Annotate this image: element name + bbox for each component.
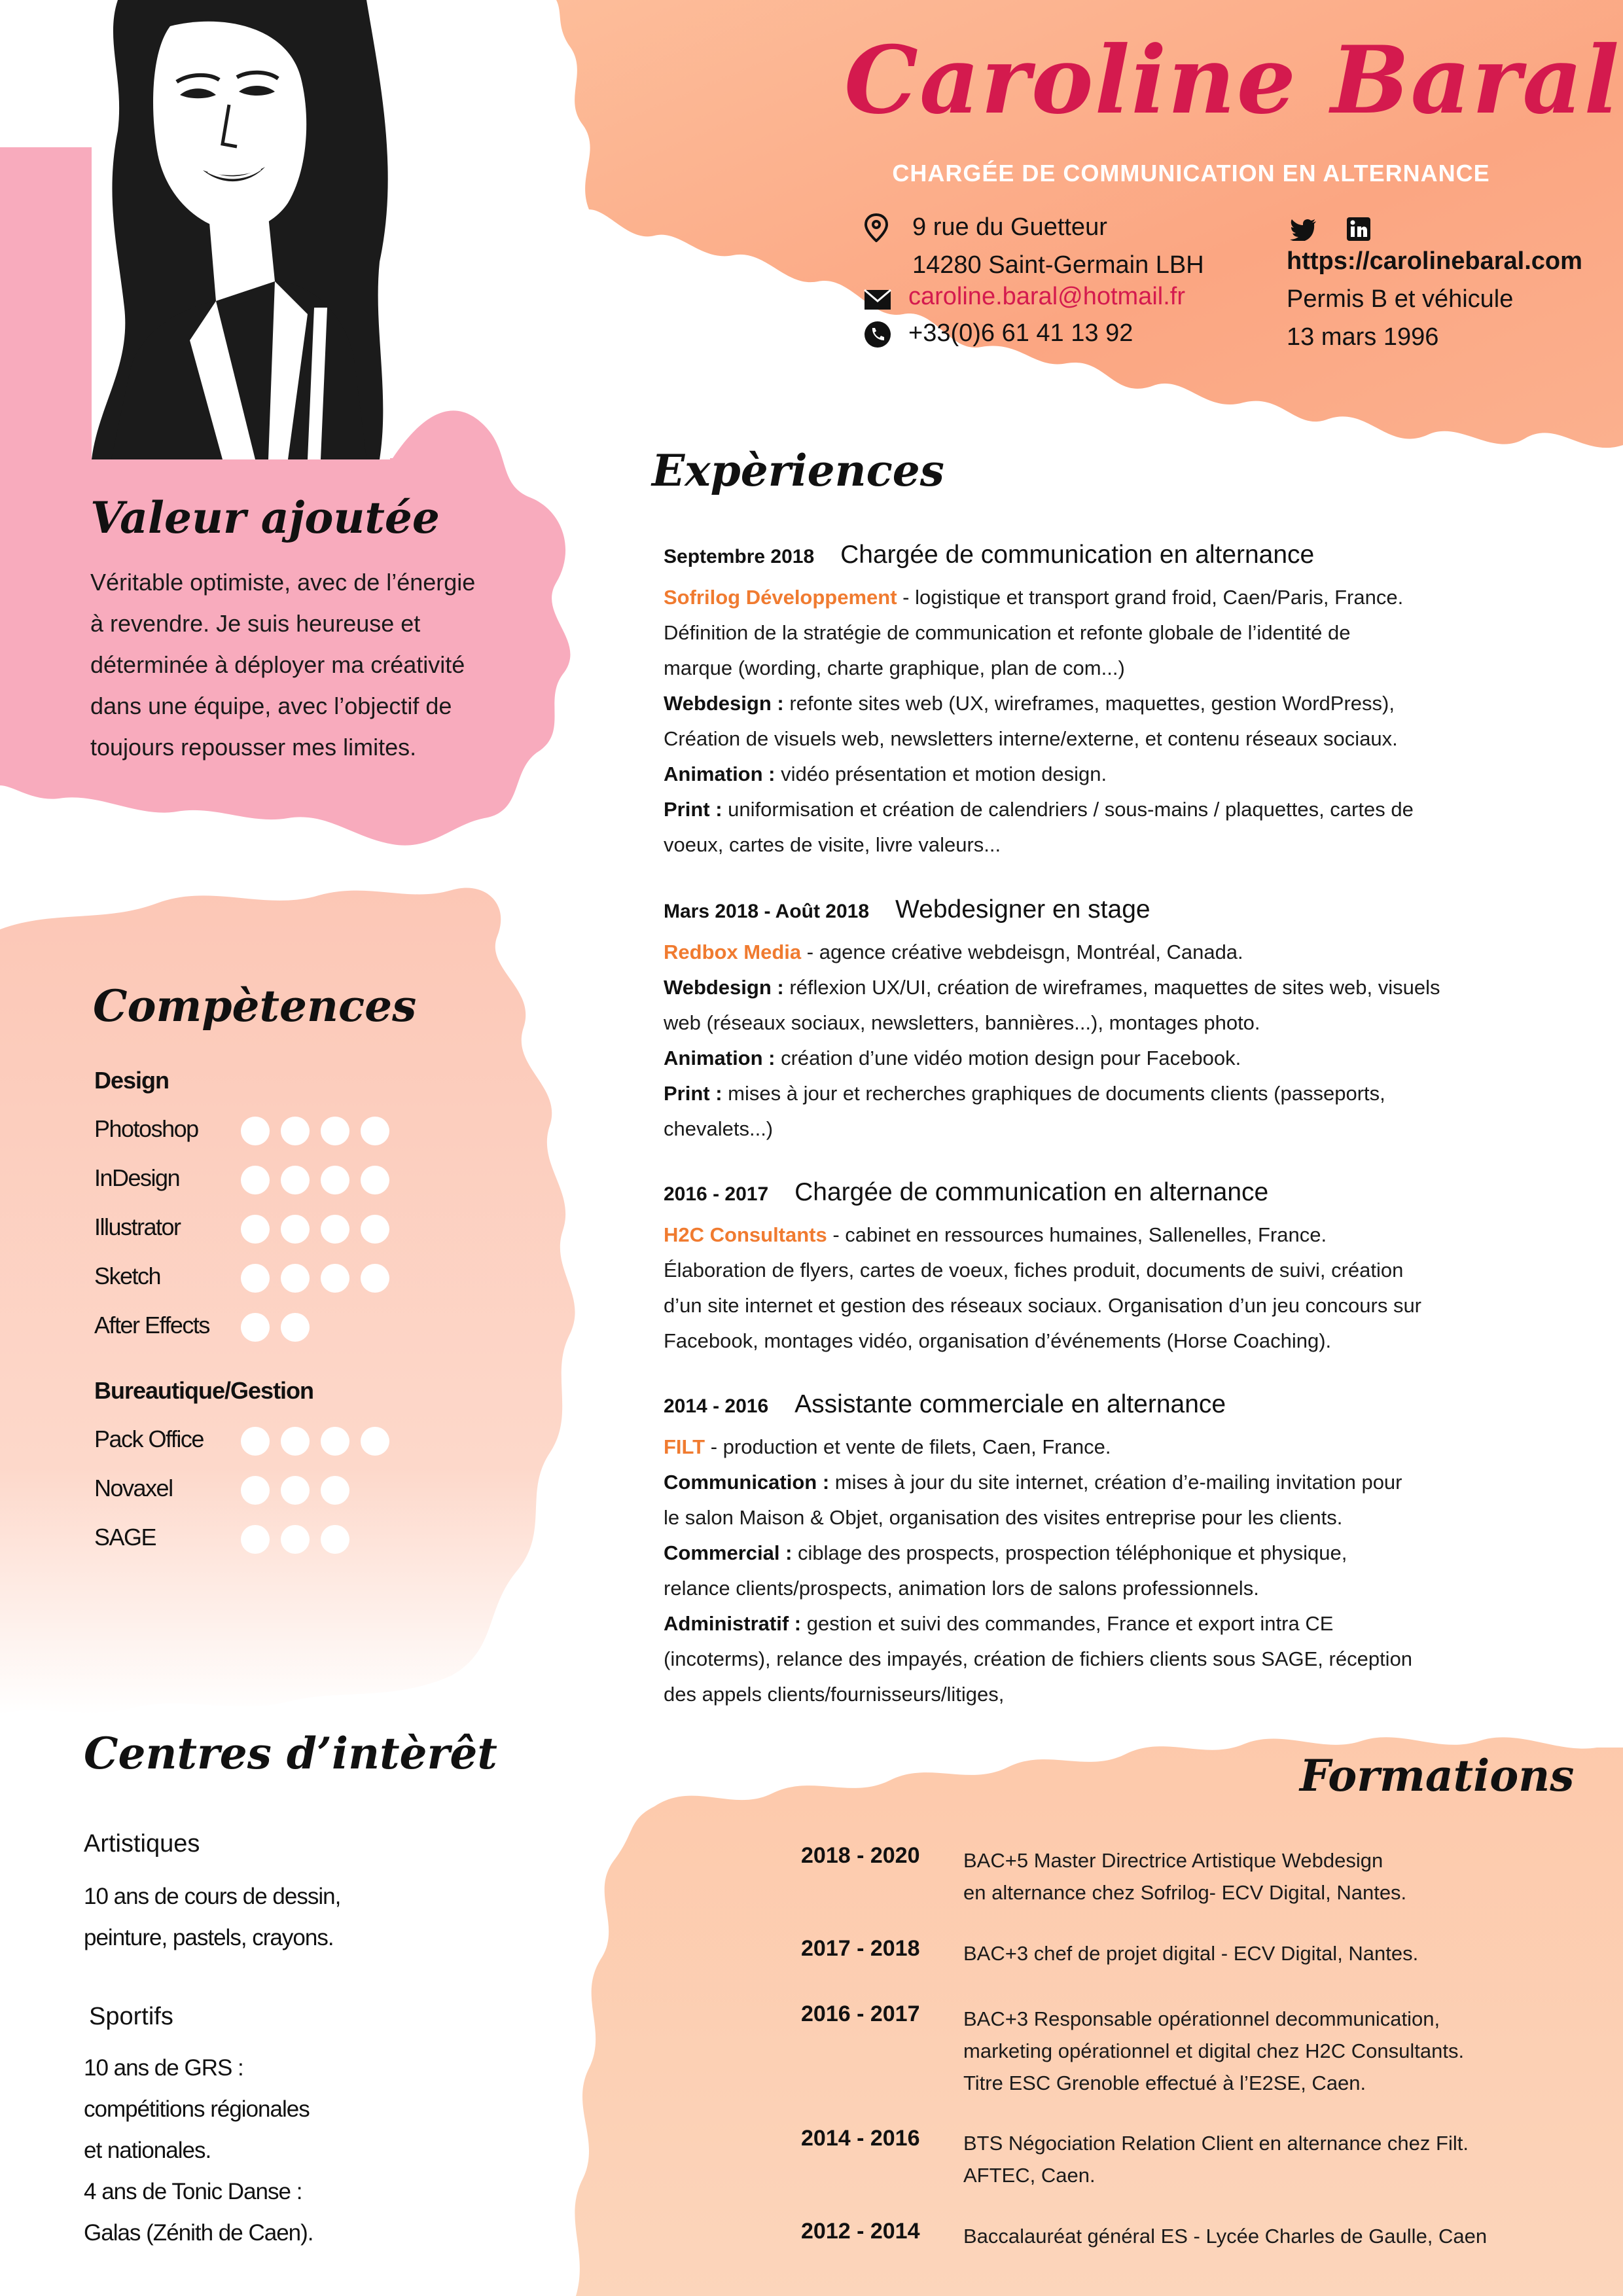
formation-description: [963, 1937, 1418, 1969]
experience-detail-line: [664, 721, 1501, 757]
skill-level-dot: [241, 1476, 270, 1505]
experience-detail-line: [664, 1606, 1501, 1641]
experience-detail-line: [664, 1323, 1501, 1359]
interests-sports-title: Sportifs: [89, 2003, 173, 2030]
skills-title: Compètences: [93, 980, 417, 1031]
experience-detail-text: web (réseaux sociaux, newsletters, bannières...), montages photo.: [664, 1011, 1260, 1034]
experience-detail-line: [664, 615, 1501, 651]
experience-item: [664, 1390, 1501, 1712]
formation-description: [963, 2003, 1464, 2099]
skill-level-dot: [241, 1427, 270, 1456]
experience-company-line: [664, 935, 1501, 970]
candidate-name: Caroline Baral: [844, 26, 1621, 135]
experience-detail-line: [664, 1005, 1501, 1041]
experience-detail-label: Print :: [664, 1082, 722, 1105]
about-line: déterminée à déployer ma créativité: [90, 651, 465, 678]
interest-line: compétitions régionales: [84, 2096, 310, 2122]
about-title: Valeur ajoutée: [90, 492, 440, 543]
experience-company-line: [664, 580, 1501, 615]
skill-name: Illustrator: [94, 1213, 181, 1240]
experience-detail-line: [664, 1111, 1501, 1147]
skill-level-dot: [241, 1264, 270, 1293]
skill-row: [94, 1257, 435, 1297]
experience-header: [664, 541, 1501, 580]
envelope-icon: [864, 289, 891, 310]
experience-header: [664, 1178, 1501, 1217]
formation-years: 2018 - 2020: [801, 1843, 920, 1868]
linkedin-icon[interactable]: [1347, 217, 1370, 241]
experience-date: 2016 - 2017: [664, 1183, 769, 1205]
experience-date: 2014 - 2016: [664, 1395, 769, 1417]
skill-row: [94, 1159, 435, 1198]
skill-name: InDesign: [94, 1164, 180, 1191]
experience-detail-text: création d’une vidéo motion design pour Facebook.: [775, 1047, 1241, 1069]
address-line-1: 9 rue du Guetteur: [912, 213, 1107, 241]
experience-detail-text: ciblage des prospects, prospection téléphonique et physique,: [792, 1541, 1347, 1564]
experience-detail-line: [664, 1041, 1501, 1076]
experience-detail-line: [664, 1571, 1501, 1606]
experience-detail-line: [664, 792, 1501, 827]
experience-company-desc: - agence créative webdeisgn, Montréal, Canada.: [801, 941, 1243, 963]
phone-number: +33(0)6 61 41 13 92: [908, 319, 1133, 347]
experience-header: [664, 1390, 1501, 1429]
interest-line: 10 ans de cours de dessin,: [84, 1884, 341, 1909]
experience-detail-text: Création de visuels web, newsletters interne/externe, et contenu réseaux sociaux.: [664, 727, 1398, 750]
interest-line: Galas (Zénith de Caen).: [84, 2220, 313, 2246]
skill-row: [94, 1208, 435, 1247]
formations-title: Formations: [1300, 1750, 1575, 1801]
skill-level-dot: [361, 1166, 389, 1194]
experience-detail-line: [664, 827, 1501, 863]
skill-level-dot: [321, 1525, 349, 1554]
interest-line: 4 ans de Tonic Danse :: [84, 2179, 302, 2204]
skill-level-dot: [281, 1476, 310, 1505]
formation-line: BAC+3 chef de projet digital - ECV Digital, Nantes.: [963, 1942, 1419, 1965]
experience-company: Redbox Media: [664, 941, 802, 963]
skill-level-dot: [281, 1117, 310, 1145]
experience-company-desc: - logistique et transport grand froid, Caen/Paris, France.: [897, 586, 1404, 609]
skill-level-dot: [361, 1427, 389, 1456]
twitter-icon[interactable]: [1289, 219, 1317, 241]
interests-title: Centres d’intèrêt: [84, 1728, 497, 1779]
location-pin-icon: [864, 213, 889, 242]
skill-level-dot: [321, 1117, 349, 1145]
experience-detail-text: Facebook, montages vidéo, organisation d’événements (Horse Coaching).: [664, 1329, 1332, 1352]
experience-detail-text: Élaboration de flyers, cartes de voeux, fiches produit, documents de suivi, création: [664, 1259, 1404, 1282]
experience-detail-line: [664, 1677, 1501, 1712]
experience-detail-text: mises à jour et recherches graphiques de documents clients (passeports,: [722, 1082, 1385, 1105]
experience-detail-text: marque (wording, charte graphique, plan de com...): [664, 656, 1125, 679]
interests-sports-text: [84, 2047, 313, 2253]
skill-row: [94, 1110, 435, 1149]
phone-icon: [864, 321, 891, 348]
skill-level-dot: [321, 1476, 349, 1505]
experience-detail-line: [664, 686, 1501, 721]
experience-detail-label: Communication :: [664, 1471, 830, 1494]
experience-detail-line: [664, 1076, 1501, 1111]
experience-detail-label: Webdesign :: [664, 976, 784, 999]
experience-detail-line: [664, 1253, 1501, 1288]
experience-company-desc: - production et vente de filets, Caen, France.: [705, 1435, 1111, 1458]
address-line-2: 14280 Saint-Germain LBH: [912, 251, 1204, 279]
skill-level-dot: [361, 1117, 389, 1145]
formation-years: 2012 - 2014: [801, 2219, 920, 2244]
experience-company: H2C Consultants: [664, 1223, 827, 1246]
skill-level-dot: [241, 1525, 270, 1554]
experience-detail-text: vidéo présentation et motion design.: [775, 762, 1107, 785]
experience-detail-label: Administratif :: [664, 1612, 802, 1635]
experience-detail-line: [664, 1465, 1501, 1500]
experience-detail-text: des appels clients/fournisseurs/litiges,: [664, 1683, 1005, 1706]
experience-detail-text: gestion et suivi des commandes, France et export intra CE: [801, 1612, 1334, 1635]
experience-role: Chargée de communication en alternance: [794, 1178, 1269, 1206]
formation-description: [963, 1844, 1406, 1909]
experience-header: [664, 895, 1501, 935]
skill-level-dot: [321, 1166, 349, 1194]
experience-detail-label: Animation :: [664, 1047, 776, 1069]
skill-level-dot: [281, 1264, 310, 1293]
experience-detail-text: voeux, cartes de visite, livre valeurs...: [664, 833, 1001, 856]
experience-detail-text: uniformisation et création de calendriers / sous-mains / plaquettes, cartes de: [722, 798, 1414, 821]
skill-level-dot: [281, 1313, 310, 1342]
skill-level-dot: [241, 1313, 270, 1342]
about-line: toujours repousser mes limites.: [90, 734, 417, 761]
skill-name: Sketch: [94, 1263, 161, 1289]
skill-level-dot: [241, 1215, 270, 1244]
skill-level-dot: [281, 1166, 310, 1194]
interest-line: 10 ans de GRS :: [84, 2055, 243, 2081]
skill-group-design: Design: [94, 1067, 169, 1094]
interests-artistic-text: [84, 1876, 340, 1958]
skill-level-dot: [361, 1264, 389, 1293]
experience-detail-text: d’un site internet et gestion des réseaux sociaux. Organisation d’un jeu concours sur: [664, 1294, 1422, 1317]
experience-detail-line: [664, 1288, 1501, 1323]
about-text: [90, 562, 535, 768]
experience-detail-line: [664, 1641, 1501, 1677]
experience-company: Sofrilog Développement: [664, 586, 897, 609]
experience-detail-line: [664, 757, 1501, 792]
experience-item: [664, 541, 1501, 863]
formation-description: [963, 2220, 1487, 2252]
experience-item: [664, 895, 1501, 1147]
experience-detail-text: réflexion UX/UI, création de wireframes, maquettes de sites web, visuels: [783, 976, 1440, 999]
skill-level-dot: [281, 1215, 310, 1244]
experience-item: [664, 1178, 1501, 1359]
skill-row: [94, 1469, 435, 1509]
job-title: CHARGÉE DE COMMUNICATION EN ALTERNANCE: [892, 160, 1490, 187]
experience-role: Webdesigner en stage: [895, 895, 1150, 924]
skill-name: Pack Office: [94, 1426, 204, 1452]
formation-line: Baccalauréat général ES - Lycée Charles de Gaulle, Caen: [963, 2225, 1488, 2248]
experience-detail-text: le salon Maison & Objet, organisation des visites entreprise pour les clients.: [664, 1506, 1343, 1529]
website-link[interactable]: https://carolinebaral.com: [1287, 247, 1582, 275]
interests-artistic-title: Artistiques: [84, 1830, 200, 1857]
experience-detail-text: chevalets...): [664, 1117, 774, 1140]
about-line: à revendre. Je suis heureuse et: [90, 610, 421, 637]
experience-detail-label: Animation :: [664, 762, 776, 785]
formation-years: 2017 - 2018: [801, 1936, 920, 1961]
experience-detail-label: Print :: [664, 798, 722, 821]
experience-role: Chargée de communication en alternance: [840, 541, 1315, 569]
experience-date: Septembre 2018: [664, 546, 815, 567]
email-link[interactable]: caroline.baral@hotmail.fr: [908, 283, 1185, 310]
skill-level-dot: [241, 1166, 270, 1194]
skill-name: Photoshop: [94, 1115, 198, 1142]
skill-name: SAGE: [94, 1524, 156, 1551]
skill-group-office: Bureautique/Gestion: [94, 1377, 314, 1404]
experience-detail-line: [664, 970, 1501, 1005]
skill-level-dot: [321, 1427, 349, 1456]
formation-line: BAC+3 Responsable opérationnel decommunication,: [963, 2007, 1440, 2030]
skill-level-dot: [281, 1427, 310, 1456]
skill-row: [94, 1420, 435, 1460]
interest-line: et nationales.: [84, 2138, 211, 2163]
experience-detail-label: Webdesign :: [664, 692, 784, 715]
driving-license: Permis B et véhicule: [1287, 285, 1514, 313]
experience-detail-text: (incoterms), relance des impayés, création de fichiers clients sous SAGE, réception: [664, 1647, 1413, 1670]
experience-company-desc: - cabinet en ressources humaines, Sallenelles, France.: [827, 1223, 1327, 1246]
experience-detail-line: [664, 1500, 1501, 1535]
formation-line: marketing opérationnel et digital chez H2C Consultants.: [963, 2039, 1465, 2062]
portrait-illustration: [92, 0, 390, 459]
skill-row: [94, 1306, 435, 1346]
experience-detail-text: relance clients/prospects, animation lors de salons professionnels.: [664, 1577, 1259, 1600]
formation-description: [963, 2127, 1469, 2191]
formation-line: BTS Négociation Relation Client en alternance chez Filt.: [963, 2132, 1469, 2155]
experience-company-line: [664, 1429, 1501, 1465]
experience-detail-line: [664, 1535, 1501, 1571]
skill-level-dot: [241, 1117, 270, 1145]
interest-line: peinture, pastels, crayons.: [84, 1925, 334, 1950]
experience-company-line: [664, 1217, 1501, 1253]
birthdate: 13 mars 1996: [1287, 323, 1439, 351]
skill-level-dot: [361, 1215, 389, 1244]
skill-name: Novaxel: [94, 1475, 173, 1501]
skill-row: [94, 1518, 435, 1558]
experiences-title: Expèriences: [652, 445, 944, 496]
skill-level-dot: [321, 1215, 349, 1244]
formation-line: AFTEC, Caen.: [963, 2164, 1096, 2187]
experience-detail-text: refonte sites web (UX, wireframes, maquettes, gestion WordPress),: [783, 692, 1395, 715]
experience-company: FILT: [664, 1435, 705, 1458]
experience-detail-line: [664, 651, 1501, 686]
formation-years: 2016 - 2017: [801, 2001, 920, 2026]
about-line: dans une équipe, avec l’objectif de: [90, 692, 452, 719]
skill-name: After Effects: [94, 1312, 209, 1338]
experience-role: Assistante commerciale en alternance: [794, 1390, 1226, 1418]
experience-detail-text: mises à jour du site internet, création d’e-mailing invitation pour: [829, 1471, 1402, 1494]
experience-detail-text: Définition de la stratégie de communication et refonte globale de l’identité de: [664, 621, 1351, 644]
experience-detail-label: Commercial :: [664, 1541, 793, 1564]
skill-level-dot: [321, 1264, 349, 1293]
formation-line: Titre ESC Grenoble effectué à l’E2SE, Caen.: [963, 2072, 1366, 2094]
formation-line: en alternance chez Sofrilog- ECV Digital, Nantes.: [963, 1881, 1407, 1904]
formation-years: 2014 - 2016: [801, 2126, 920, 2151]
experience-date: Mars 2018 - Août 2018: [664, 901, 870, 922]
formation-line: BAC+5 Master Directrice Artistique Webdesign: [963, 1849, 1383, 1872]
about-line: Véritable optimiste, avec de l’énergie: [90, 569, 476, 596]
skill-level-dot: [281, 1525, 310, 1554]
